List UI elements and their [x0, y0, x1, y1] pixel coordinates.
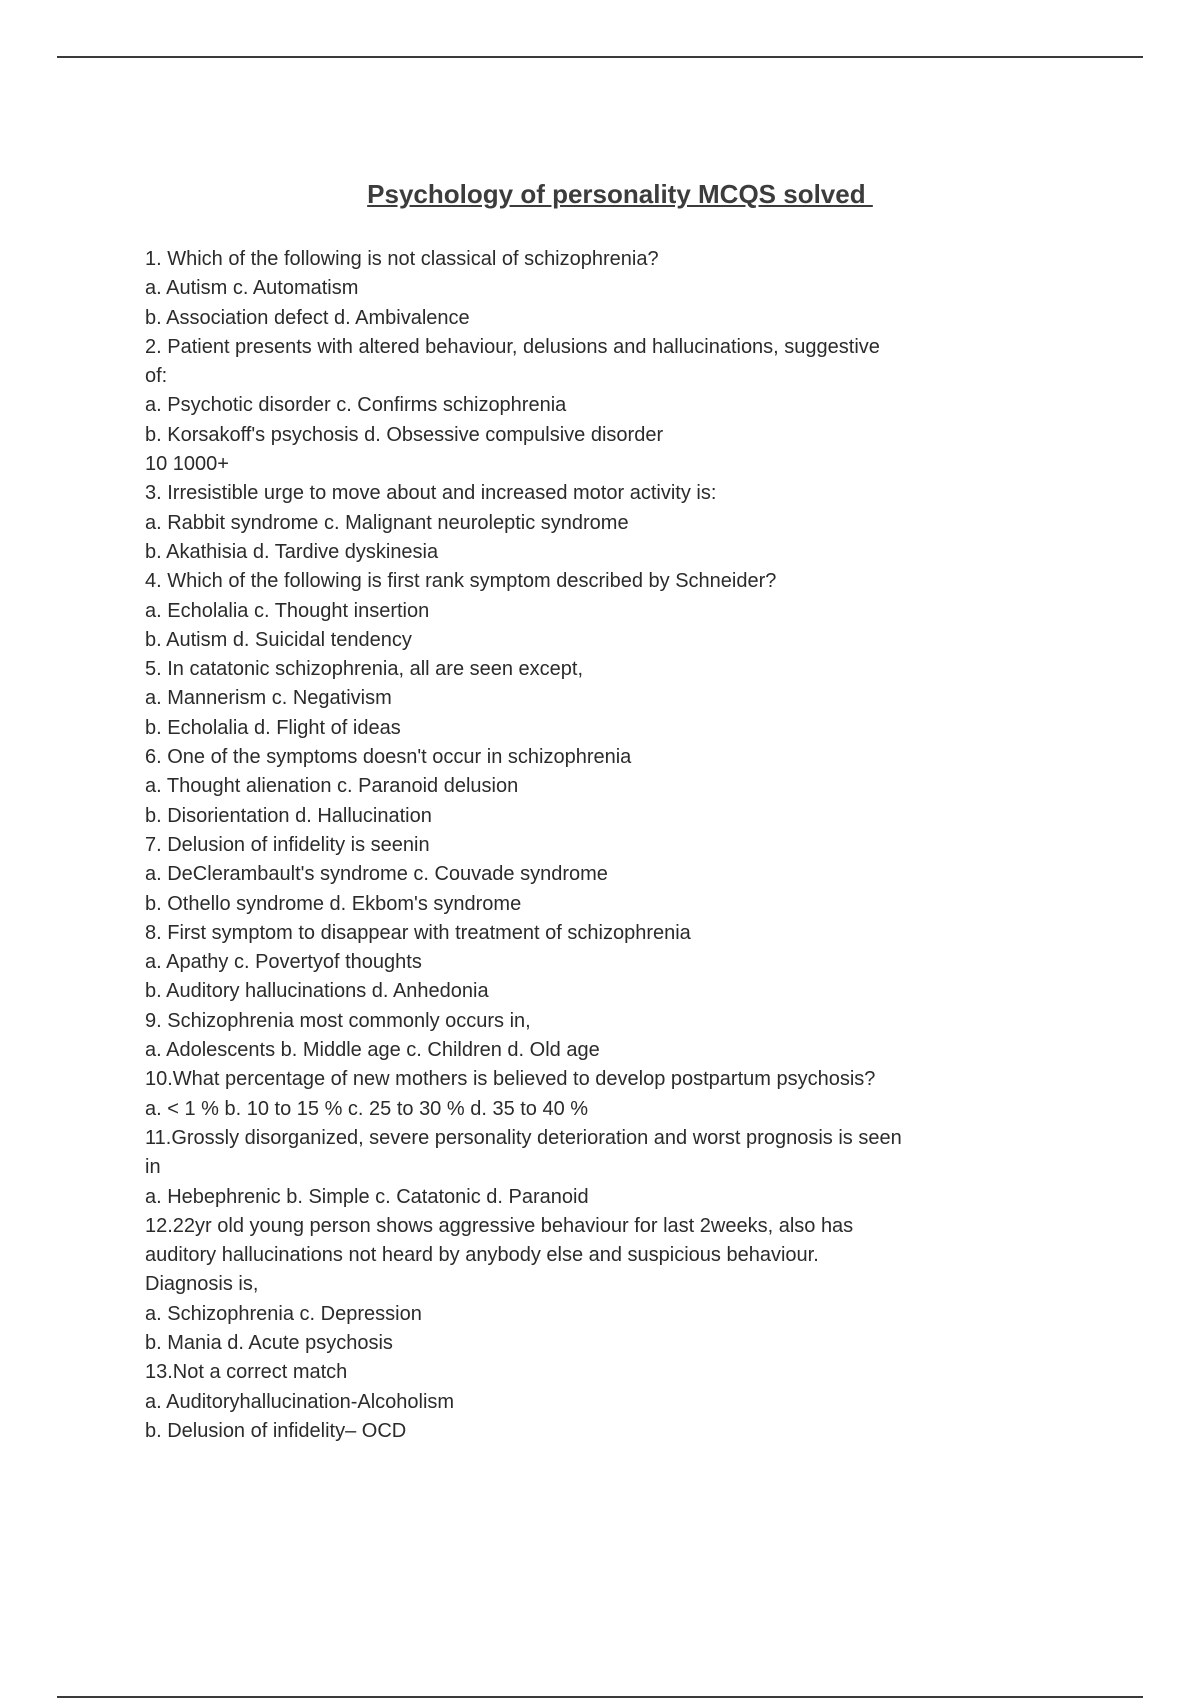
- text-line: b. Mania d. Acute psychosis: [145, 1331, 393, 1354]
- text-line: auditory hallucinations not heard by anybody else and suspicious behaviour.: [145, 1244, 819, 1267]
- text-line: 6. One of the symptoms doesn't occur in schizophrenia: [145, 746, 632, 769]
- page-title: Psychology of personality MCQS solved: [367, 179, 873, 209]
- text-line: a. Autism c. Automatism: [145, 277, 359, 300]
- text-line: a. Echolalia c. Thought insertion: [145, 599, 430, 622]
- text-line: of:: [145, 365, 168, 388]
- text-line: in: [145, 1156, 161, 1179]
- text-line: 5. In catatonic schizophrenia, all are seen except,: [145, 658, 584, 681]
- text-line: b. Korsakoff's psychosis d. Obsessive compulsive disorder: [145, 423, 664, 446]
- text-line: 10 1000+: [145, 453, 229, 476]
- text-line: a. Mannerism c. Negativism: [145, 687, 392, 710]
- text-line: b. Delusion of infidelity– OCD: [145, 1419, 407, 1442]
- text-line: a. Auditoryhallucination-Alcoholism: [145, 1390, 455, 1413]
- text-line: 2. Patient presents with altered behaviour, delusions and hallucinations, suggestive: [145, 335, 880, 358]
- text-line: b. Othello syndrome d. Ekbom's syndrome: [145, 892, 522, 915]
- text-line: 1. Which of the following is not classical of schizophrenia?: [145, 248, 659, 270]
- text-line: b. Autism d. Suicidal tendency: [145, 628, 412, 651]
- text-line: 10.What percentage of new mothers is believed to develop postpartum psychosis?: [145, 1068, 876, 1091]
- text-line: 3. Irresistible urge to move about and increased motor activity is:: [145, 482, 717, 505]
- text-line: b. Auditory hallucinations d. Anhedonia: [145, 980, 489, 1003]
- text-line: 13.Not a correct match: [145, 1361, 348, 1384]
- text-line: a. Thought alienation c. Paranoid delusion: [145, 775, 519, 798]
- text-line: 12.22yr old young person shows aggressive behaviour for last 2weeks, also has: [145, 1214, 854, 1237]
- text-line: a. DeClerambault's syndrome c. Couvade syndrome: [145, 863, 608, 886]
- text-line: b. Disorientation d. Hallucination: [145, 804, 432, 827]
- text-line: 4. Which of the following is first rank symptom described by Schneider?: [145, 570, 777, 593]
- text-line: a. Rabbit syndrome c. Malignant neuroleptic syndrome: [145, 511, 629, 534]
- text-line: Diagnosis is,: [145, 1273, 259, 1296]
- text-line: a. Schizophrenia c. Depression: [145, 1302, 422, 1325]
- top-rule: [57, 56, 1143, 58]
- text-line: b. Echolalia d. Flight of ideas: [145, 716, 401, 739]
- text-line: a. Psychotic disorder c. Confirms schizophrenia: [145, 394, 567, 417]
- text-line: b. Association defect d. Ambivalence: [145, 306, 470, 329]
- text-line: 11.Grossly disorganized, severe personality deterioration and worst prognosis is seen: [145, 1126, 902, 1149]
- text-line: a. < 1 % b. 10 to 15 % c. 25 to 30 % d. 35 to 40 %: [145, 1097, 589, 1120]
- text-line: a. Adolescents b. Middle age c. Children d. Old age: [145, 1039, 600, 1062]
- text-line: b. Akathisia d. Tardive dyskinesia: [145, 540, 439, 563]
- document-body: [145, 245, 1005, 1446]
- text-line: 9. Schizophrenia most commonly occurs in,: [145, 1009, 531, 1032]
- text-line: a. Apathy c. Povertyof thoughts: [145, 951, 422, 974]
- bottom-rule: [57, 1696, 1143, 1698]
- text-line: a. Hebephrenic b. Simple c. Catatonic d. Paranoid: [145, 1185, 589, 1208]
- text-line: 7. Delusion of infidelity is seenin: [145, 833, 430, 856]
- text-line: 8. First symptom to disappear with treatment of schizophrenia: [145, 921, 691, 944]
